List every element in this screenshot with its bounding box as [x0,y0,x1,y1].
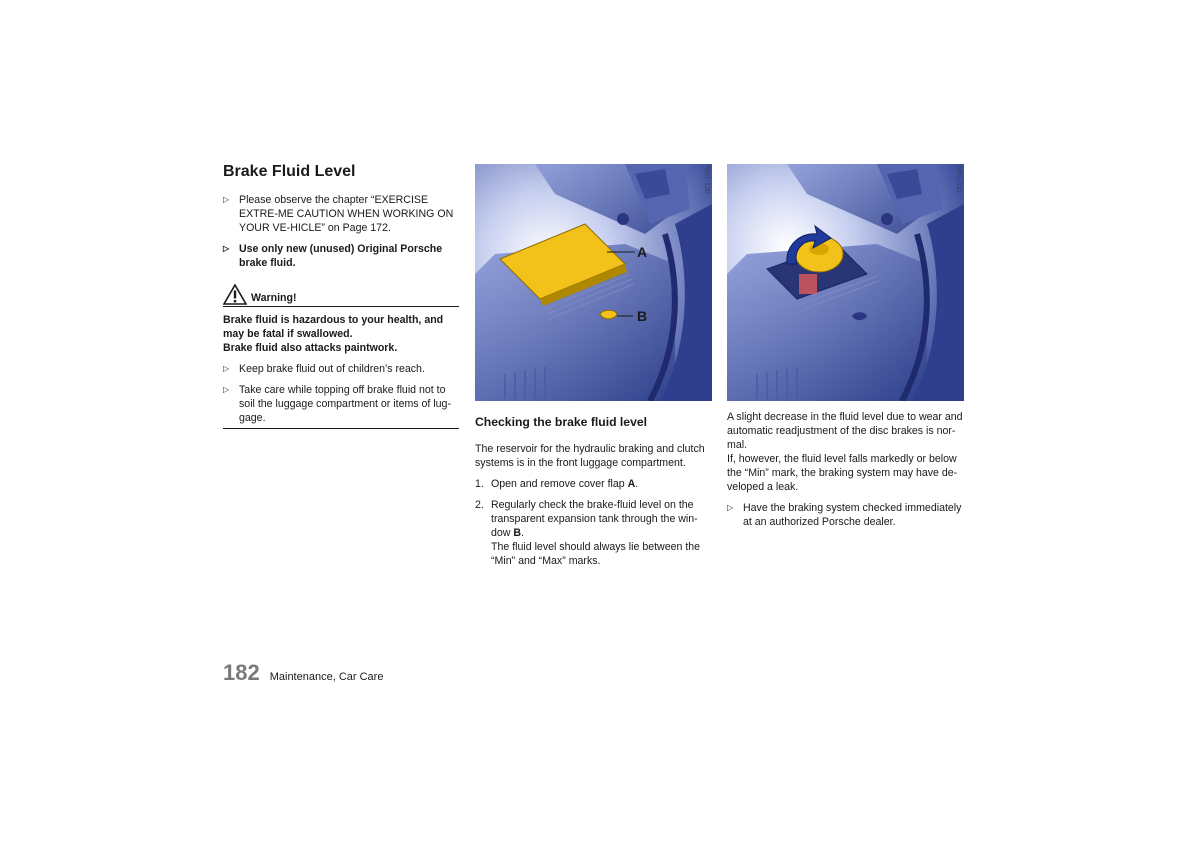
paragraph-leak: If, however, the fluid level falls markedly or below the “Min” mark, the braking system may have de-veloped a leak. [727,453,958,493]
right-column [727,410,964,536]
section-heading: Checking the brake fluid level [475,415,648,429]
step-1: 1. Open and remove cover flap A. [475,478,639,490]
bullet-observe-chapter: ▷ Please observe the chapter “EXERCISE EXTRE-ME CAUTION WHEN WORKING ON YOUR VE-HICLE” on Page 172. [223,194,454,234]
page-title: Brake Fluid Level [223,163,356,180]
warning-triangle-icon [223,284,247,305]
step-2-note: The fluid level should always lie between the “Min” and “Max” marks. [491,541,701,567]
bullet-keep-away-children: ▷ Keep brake fluid out of children’s reach. [223,363,425,375]
intro-text: The reservoir for the hydraulic braking and clutch systems is in the front luggage compartment. [475,443,705,469]
page-footer [223,660,383,686]
middle-column [475,414,713,575]
triangle-bullet-icon: ▷ [223,244,230,253]
illustration-luggage-compartment-closed [475,164,712,401]
figure-cover-flap [475,164,712,401]
illustration-reservoir-open [727,164,964,401]
warning-heading [223,284,459,307]
window-b [600,310,617,319]
section-name: Maintenance, Car Care [269,671,384,683]
figure-code: M51-131 [955,166,962,194]
bullet-have-checked: ▷ Have the braking system checked immediately at an authorized Porsche dealer. [727,502,962,528]
bullet-use-new-fluid: ▷ Use only new (unused) Original Porsche brake fluid. [223,243,443,269]
triangle-bullet-icon: ▷ [223,385,230,394]
figure-reservoir-cap [727,164,964,401]
triangle-bullet-icon: ▷ [223,195,230,204]
triangle-bullet-icon: ▷ [727,503,734,512]
label-b: B [637,308,648,324]
triangle-bullet-icon: ▷ [223,364,230,373]
bullet-take-care-topping: ▷ Take care while topping off brake fluid not to soil the luggage compartment or items of lug-gage. [223,384,451,424]
left-column [223,162,459,429]
label-a: A [637,244,648,260]
warning-label: Warning! [251,292,297,304]
paragraph-slight-decrease: A slight decrease in the fluid level due to wear and automatic readjustment of the disc brakes is nor-mal. [727,411,963,451]
warning-text: Brake fluid is hazardous to your health, and may be fatal if swallowed. Brake fluid also attacks paintwork. [223,314,444,354]
warning-end-rule [223,428,459,429]
figure-code: M51-130 [703,166,710,194]
page-number: 182 [223,660,260,685]
step-2: 2. Regularly check the brake-fluid level on the transparent expansion tank through the win-dow B. The fluid level should always lie between the “Min” and “Max” marks. [475,498,713,568]
